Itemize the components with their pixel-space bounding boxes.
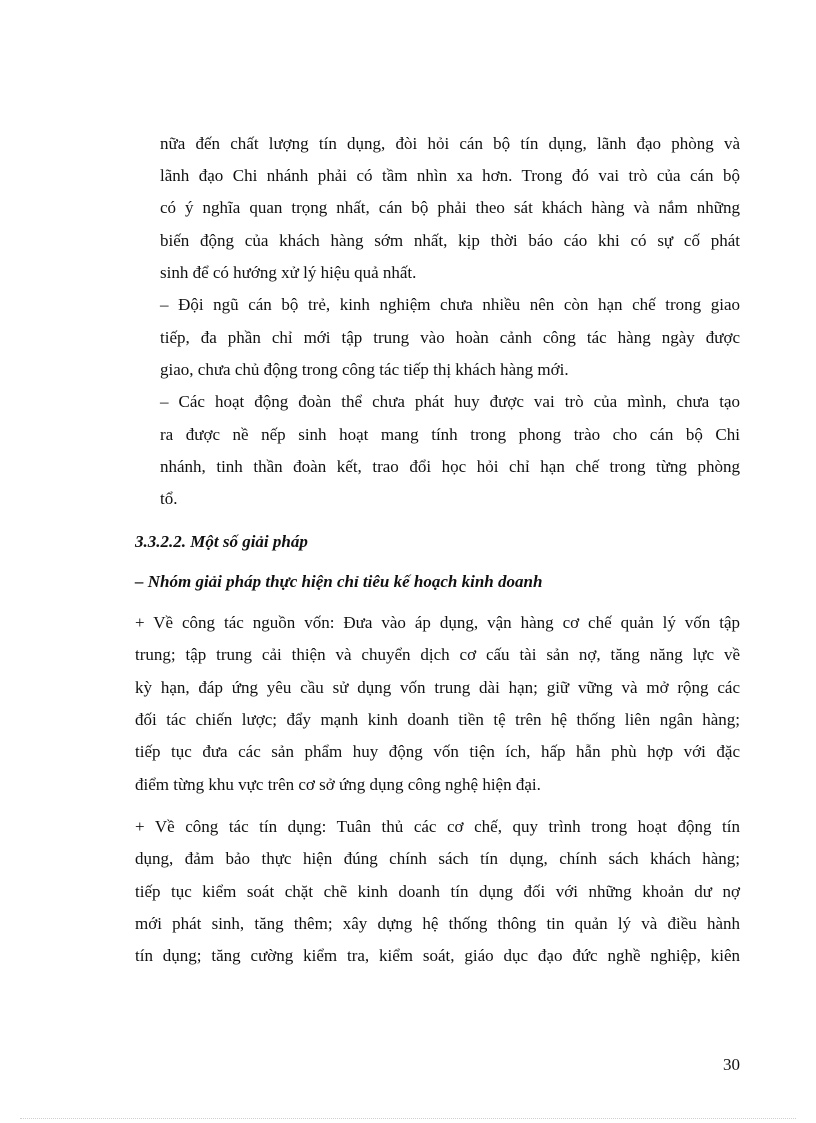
page-number: 30 — [723, 1055, 740, 1074]
paragraph-line: kỳ hạn, đáp ứng yêu cầu sử dụng vốn trung dài hạn; giữ vững và mở rộng các — [135, 678, 740, 697]
paragraph-line: + Về công tác tín dụng: Tuân thủ các cơ chế, quy trình trong hoạt động tín — [135, 817, 740, 836]
sub-heading: – Nhóm giải pháp thực hiện chỉ tiêu kế hoạch kinh doanh — [135, 572, 543, 591]
paragraph-line: có ý nghĩa quan trọng nhất, cán bộ phải theo sát khách hàng và nắm những — [160, 198, 740, 217]
paragraph-line: đối tác chiến lược; đẩy mạnh kinh doanh tiền tệ trên hệ thống liên ngân hàng; — [135, 710, 740, 729]
paragraph-line: sinh để có hướng xử lý hiệu quả nhất. — [160, 263, 417, 282]
paragraph-line: nhánh, tinh thần đoàn kết, trao đổi học hỏi chỉ hạn chế trong từng phòng — [160, 457, 740, 476]
section-heading: 3.3.2.2. Một số giải pháp — [135, 532, 308, 551]
paragraph-line: điểm từng khu vực trên cơ sở ứng dụng công nghệ hiện đại. — [135, 775, 541, 794]
paragraph-line: mới phát sinh, tăng thêm; xây dựng hệ thống thông tin quản lý và điều hành — [135, 914, 740, 933]
paragraph-line: ra được nề nếp sinh hoạt mang tính trong phong trào cho cán bộ Chi — [160, 425, 740, 444]
paragraph-line: tổ. — [160, 489, 178, 508]
paragraph-line: biến động của khách hàng sớm nhất, kịp thời báo cáo khi có sự cố phát — [160, 231, 740, 250]
paragraph-line: tiếp tục đưa các sản phẩm huy động vốn tiện ích, hấp hẫn phù hợp với đặc — [135, 742, 740, 761]
paragraph-line: + Về công tác nguồn vốn: Đưa vào áp dụng, vận hàng cơ chế quản lý vốn tập — [135, 613, 740, 632]
paragraph-line: – Các hoạt động đoàn thể chưa phát huy được vai trò của mình, chưa tạo — [160, 392, 740, 411]
paragraph-line: lãnh đạo Chi nhánh phải có tầm nhìn xa hơn. Trong đó vai trò của cán bộ — [160, 166, 740, 185]
paragraph-line: dụng, đảm bảo thực hiện đúng chính sách tín dụng, chính sách khách hàng; — [135, 849, 740, 868]
paragraph-line: tín dụng; tăng cường kiểm tra, kiểm soát, giáo dục đạo đức nghề nghiệp, kiên — [135, 946, 740, 965]
paragraph-line: nữa đến chất lượng tín dụng, đòi hỏi cán bộ tín dụng, lãnh đạo phòng và — [160, 134, 740, 153]
page-bottom-divider — [20, 1118, 796, 1119]
paragraph-line: tiếp, đa phần chỉ mới tập trung vào hoàn cảnh công tác hàng ngày được — [160, 328, 740, 347]
paragraph-line: tiếp tục kiểm soát chặt chẽ kinh doanh tín dụng đối với những khoản dư nợ — [135, 882, 740, 901]
paragraph-line: – Đội ngũ cán bộ trẻ, kinh nghiệm chưa nhiều nên còn hạn chế trong giao — [160, 295, 740, 314]
paragraph-line: trung; tập trung cải thiện và chuyển dịch cơ cấu tài sản nợ, tăng năng lực về — [135, 645, 740, 664]
paragraph-line: giao, chưa chủ động trong công tác tiếp thị khách hàng mới. — [160, 360, 569, 379]
